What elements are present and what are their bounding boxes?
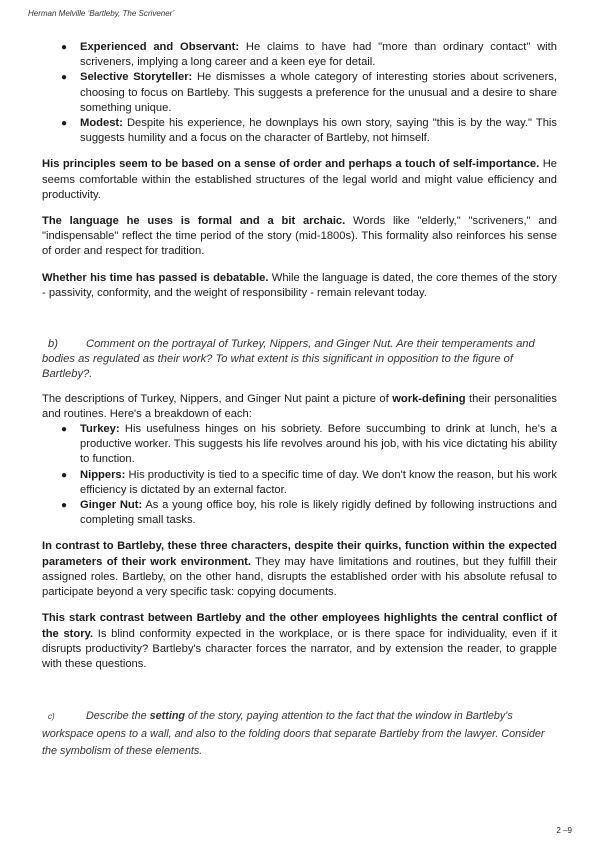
- paragraph-body: Words like "elderly," "scriveners," and "indispensable" reflect the time period of the story (mid-1800s). This formality also reinforces his sense of order and respect for tradition.: [42, 215, 557, 258]
- paragraph-lead: Whether his time has passed is debatable.: [42, 271, 269, 284]
- bullet-icon: ●: [61, 118, 68, 130]
- bullet-label: Modest:: [80, 117, 123, 130]
- bullet-icon: ●: [61, 424, 68, 436]
- running-header: Herman Melville ‘Bartleby, The Scrivener’: [28, 9, 175, 18]
- list-item: [42, 40, 557, 70]
- paragraph-time: [42, 271, 557, 301]
- narrator-traits-list: [42, 40, 557, 146]
- list-item: [42, 116, 557, 146]
- paragraph-emphasis: work-defining: [392, 392, 466, 405]
- paragraph-contrast: [42, 539, 557, 600]
- paragraph-language: [42, 214, 557, 260]
- bullet-label: Experienced and Observant:: [80, 41, 240, 53]
- bullet-icon: ●: [61, 42, 68, 53]
- paragraph-descriptions: [42, 392, 557, 422]
- paragraph-conflict: [42, 611, 557, 672]
- paragraph-lead: In contrast to Bartleby, these three characters, despite their quirks, function within the expected parameters of their work environment.: [42, 540, 557, 568]
- question-label: b): [48, 338, 58, 351]
- paragraph-body: The descriptions of Turkey, Nippers, and Ginger Nut paint a picture of: [42, 392, 393, 405]
- bullet-label: Turkey:: [80, 423, 120, 436]
- bullet-text: His productivity is tied to a specific time of day. We don't know the reason, but his work efficiency is dictated by an external factor.: [80, 468, 557, 496]
- bullet-text: He claims to have had "more than ordinary contact" with scriveners, implying a long career and a keen eye for detail.: [80, 41, 557, 69]
- bullet-text: His usefulness hinges on his sobriety. Before succumbing to drink at lunch, he's a productive worker. This suggests his life revolves around his job, with his vice dictating his ability to function.: [80, 423, 557, 466]
- bullet-label: Nippers:: [80, 468, 126, 481]
- bullet-label: Selective Storyteller:: [80, 71, 193, 84]
- bullet-text: Despite his experience, he downplays his own story, saying "this is by the way." This suggests humility and a focus on the character of Bartleby, not himself.: [80, 117, 557, 145]
- bullet-label: Ginger Nut:: [80, 499, 143, 512]
- bullet-icon: ●: [61, 500, 68, 512]
- list-item: [42, 70, 557, 116]
- paragraph-body: He seems comfortable within the established structures of the legal world and might value efficiency and productivity.: [42, 158, 557, 201]
- paragraph-lead: His principles seem to be based on a sense of order and perhaps a touch of self-importance.: [42, 158, 540, 171]
- bullet-icon: ●: [61, 469, 68, 481]
- bullet-text: As a young office boy, his role is likely rigidly defined by following instructions and completing small tasks.: [80, 499, 557, 527]
- characters-list: [42, 422, 557, 528]
- paragraph-lead: The language he uses is formal and a bit archaic.: [42, 215, 346, 228]
- list-item: [42, 498, 557, 528]
- page-number: 2 –9: [556, 826, 572, 835]
- question-b: [42, 337, 557, 383]
- question-text: of the story, paying attention to the fact that the window in Bartleby's workspace opens to a wall, and also to the folding doors that separate Bartleby from the lawyer. Consider the symbolism of these elements.: [42, 710, 545, 757]
- question-text: Comment on the portrayal of Turkey, Nippers, and Ginger Nut. Are their temperaments and bodies as regulated as their work? To what extent is this significant in opposition to the figure of Bartleby?.: [42, 338, 535, 381]
- list-item: [42, 468, 557, 498]
- paragraph-body: While the language is dated, the core themes of the story - passivity, conformity, and the weight of responsibility - remain relevant today.: [42, 271, 558, 299]
- paragraph-body: They may have limitations and routines, but they fulfill their assigned roles. Bartleby, on the other hand, disrupts the established order with his absolute refusal to participate beyond a very specific task: copying documents.: [42, 555, 557, 599]
- question-text: Describe the: [86, 710, 150, 723]
- main-content: [42, 40, 557, 760]
- paragraph-body: Is blind conformity expected in the workplace, or is there space for individuality, even if it disrupts productivity? Bartleby's character forces the narrator, and by extension the reader, to grapple with these questions.: [42, 627, 557, 670]
- bullet-text: He dismisses a whole category of interesting stories about scriveners, choosing to focus on Bartleby. This suggests a preference for the unusual and a desire to share something unique.: [80, 71, 557, 114]
- question-c: [42, 708, 557, 759]
- paragraph-lead: This stark contrast between Bartleby and the other employees highlights the central conflict of the story.: [42, 612, 557, 640]
- bullet-icon: ●: [61, 72, 68, 84]
- question-emphasis: setting: [149, 710, 186, 723]
- question-label: c): [48, 712, 55, 722]
- paragraph-body: their personalities and routines. Here's a breakdown of each:: [42, 392, 557, 420]
- paragraph-principles: [42, 157, 557, 203]
- list-item: [42, 422, 557, 468]
